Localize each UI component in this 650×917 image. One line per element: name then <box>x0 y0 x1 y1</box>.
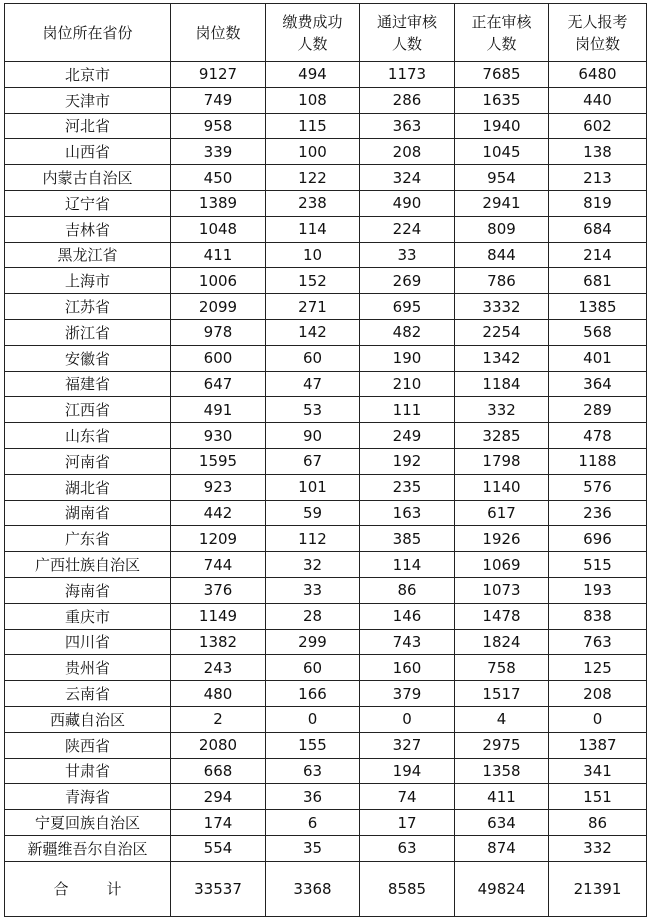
value-cell: 1595 <box>171 448 266 474</box>
value-cell: 327 <box>360 732 455 758</box>
province-cell: 河南省 <box>5 448 171 474</box>
value-cell: 554 <box>171 835 266 861</box>
value-cell: 450 <box>171 165 266 191</box>
value-cell: 286 <box>360 87 455 113</box>
table-row <box>5 139 647 165</box>
value-cell: 681 <box>549 268 647 294</box>
column-header-line: 岗位数 <box>195 23 241 42</box>
value-cell: 411 <box>455 784 549 810</box>
value-cell: 9127 <box>171 62 266 88</box>
value-cell: 1342 <box>455 345 549 371</box>
value-cell: 6 <box>266 810 360 836</box>
value-cell: 35 <box>266 835 360 861</box>
value-cell: 341 <box>549 758 647 784</box>
value-cell: 600 <box>171 345 266 371</box>
value-cell: 364 <box>549 371 647 397</box>
value-cell: 193 <box>549 577 647 603</box>
column-header-line: 岗位所在省份 <box>42 23 133 42</box>
table-row <box>5 552 647 578</box>
province-cell: 广西壮族自治区 <box>5 552 171 578</box>
province-cell: 宁夏回族自治区 <box>5 810 171 836</box>
value-cell: 1478 <box>455 603 549 629</box>
value-cell: 112 <box>266 526 360 552</box>
value-cell: 163 <box>360 500 455 526</box>
value-cell: 243 <box>171 655 266 681</box>
value-cell: 819 <box>549 190 647 216</box>
column-header-line: 正在审核 <box>471 12 532 31</box>
value-cell: 376 <box>171 577 266 603</box>
value-cell: 0 <box>549 706 647 732</box>
table-row <box>5 681 647 707</box>
total-label-part: 计 <box>106 880 122 899</box>
value-cell: 53 <box>266 397 360 423</box>
table-row <box>5 62 647 88</box>
value-cell: 634 <box>455 810 549 836</box>
value-cell: 1188 <box>549 448 647 474</box>
column-header-line: 人数 <box>297 34 328 53</box>
table-row <box>5 216 647 242</box>
province-cell: 浙江省 <box>5 319 171 345</box>
value-cell: 152 <box>266 268 360 294</box>
value-cell: 617 <box>455 500 549 526</box>
value-cell: 411 <box>171 242 266 268</box>
value-cell: 166 <box>266 681 360 707</box>
value-cell: 2080 <box>171 732 266 758</box>
province-cell: 黑龙江省 <box>5 242 171 268</box>
table-row <box>5 474 647 500</box>
value-cell: 490 <box>360 190 455 216</box>
value-cell: 602 <box>549 113 647 139</box>
value-cell: 17 <box>360 810 455 836</box>
table-row <box>5 423 647 449</box>
value-cell: 1635 <box>455 87 549 113</box>
value-cell: 515 <box>549 552 647 578</box>
table-row <box>5 319 647 345</box>
value-cell: 33 <box>266 577 360 603</box>
value-cell: 299 <box>266 629 360 655</box>
total-label-cell <box>5 861 171 916</box>
value-cell: 7685 <box>455 62 549 88</box>
total-cell: 49824 <box>455 861 549 916</box>
value-cell: 1382 <box>171 629 266 655</box>
value-cell: 151 <box>549 784 647 810</box>
value-cell: 339 <box>171 139 266 165</box>
value-cell: 763 <box>549 629 647 655</box>
column-header <box>549 4 647 62</box>
value-cell: 47 <box>266 371 360 397</box>
value-cell: 1069 <box>455 552 549 578</box>
value-cell: 86 <box>549 810 647 836</box>
value-cell: 90 <box>266 423 360 449</box>
province-cell: 贵州省 <box>5 655 171 681</box>
province-cell: 山东省 <box>5 423 171 449</box>
province-cell: 福建省 <box>5 371 171 397</box>
table-row <box>5 629 647 655</box>
value-cell: 385 <box>360 526 455 552</box>
value-cell: 2254 <box>455 319 549 345</box>
table-row <box>5 397 647 423</box>
value-cell: 111 <box>360 397 455 423</box>
value-cell: 100 <box>266 139 360 165</box>
column-header-line: 缴费成功 <box>282 12 343 31</box>
value-cell: 324 <box>360 165 455 191</box>
table-row <box>5 706 647 732</box>
value-cell: 269 <box>360 268 455 294</box>
province-cell: 北京市 <box>5 62 171 88</box>
table-row <box>5 268 647 294</box>
value-cell: 1926 <box>455 526 549 552</box>
table-row <box>5 294 647 320</box>
value-cell: 63 <box>266 758 360 784</box>
province-cell: 青海省 <box>5 784 171 810</box>
column-header-line: 人数 <box>391 34 422 53</box>
column-header <box>266 4 360 62</box>
value-cell: 2 <box>171 706 266 732</box>
value-cell: 210 <box>360 371 455 397</box>
value-cell: 440 <box>549 87 647 113</box>
value-cell: 2941 <box>455 190 549 216</box>
value-cell: 249 <box>360 423 455 449</box>
table-row <box>5 165 647 191</box>
value-cell: 1140 <box>455 474 549 500</box>
province-cell: 海南省 <box>5 577 171 603</box>
value-cell: 10 <box>266 242 360 268</box>
value-cell: 294 <box>171 784 266 810</box>
value-cell: 190 <box>360 345 455 371</box>
table-row <box>5 345 647 371</box>
value-cell: 60 <box>266 345 360 371</box>
value-cell: 108 <box>266 87 360 113</box>
province-cell: 江苏省 <box>5 294 171 320</box>
value-cell: 115 <box>266 113 360 139</box>
value-cell: 67 <box>266 448 360 474</box>
value-cell: 194 <box>360 758 455 784</box>
table-body <box>5 62 647 862</box>
value-cell: 1045 <box>455 139 549 165</box>
value-cell: 480 <box>171 681 266 707</box>
value-cell: 1385 <box>549 294 647 320</box>
province-cell: 云南省 <box>5 681 171 707</box>
value-cell: 1387 <box>549 732 647 758</box>
value-cell: 208 <box>549 681 647 707</box>
province-cell: 新疆维吾尔自治区 <box>5 835 171 861</box>
value-cell: 332 <box>455 397 549 423</box>
value-cell: 363 <box>360 113 455 139</box>
value-cell: 2099 <box>171 294 266 320</box>
value-cell: 844 <box>455 242 549 268</box>
province-cell: 重庆市 <box>5 603 171 629</box>
column-header-line: 人数 <box>486 34 517 53</box>
value-cell: 60 <box>266 655 360 681</box>
value-cell: 1184 <box>455 371 549 397</box>
value-cell: 401 <box>549 345 647 371</box>
value-cell: 1940 <box>455 113 549 139</box>
value-cell: 114 <box>266 216 360 242</box>
table-row <box>5 810 647 836</box>
value-cell: 0 <box>360 706 455 732</box>
value-cell: 923 <box>171 474 266 500</box>
value-cell: 838 <box>549 603 647 629</box>
value-cell: 155 <box>266 732 360 758</box>
value-cell: 1517 <box>455 681 549 707</box>
table-row <box>5 835 647 861</box>
value-cell: 1358 <box>455 758 549 784</box>
value-cell: 6480 <box>549 62 647 88</box>
column-header-line: 岗位数 <box>574 34 620 53</box>
value-cell: 442 <box>171 500 266 526</box>
table-row <box>5 500 647 526</box>
province-cell: 内蒙古自治区 <box>5 165 171 191</box>
total-cell: 21391 <box>549 861 647 916</box>
value-cell: 809 <box>455 216 549 242</box>
value-cell: 33 <box>360 242 455 268</box>
value-cell: 749 <box>171 87 266 113</box>
value-cell: 236 <box>549 500 647 526</box>
value-cell: 1209 <box>171 526 266 552</box>
value-cell: 758 <box>455 655 549 681</box>
value-cell: 208 <box>360 139 455 165</box>
value-cell: 482 <box>360 319 455 345</box>
value-cell: 192 <box>360 448 455 474</box>
value-cell: 59 <box>266 500 360 526</box>
value-cell: 63 <box>360 835 455 861</box>
value-cell: 160 <box>360 655 455 681</box>
value-cell: 142 <box>266 319 360 345</box>
province-cell: 山西省 <box>5 139 171 165</box>
value-cell: 28 <box>266 603 360 629</box>
table-row <box>5 526 647 552</box>
value-cell: 32 <box>266 552 360 578</box>
value-cell: 696 <box>549 526 647 552</box>
value-cell: 101 <box>266 474 360 500</box>
table-row <box>5 190 647 216</box>
province-cell: 四川省 <box>5 629 171 655</box>
value-cell: 1149 <box>171 603 266 629</box>
table-row <box>5 732 647 758</box>
value-cell: 138 <box>549 139 647 165</box>
value-cell: 1824 <box>455 629 549 655</box>
value-cell: 1389 <box>171 190 266 216</box>
value-cell: 122 <box>266 165 360 191</box>
value-cell: 214 <box>549 242 647 268</box>
value-cell: 1798 <box>455 448 549 474</box>
value-cell: 954 <box>455 165 549 191</box>
column-header <box>5 4 171 62</box>
value-cell: 744 <box>171 552 266 578</box>
table-row <box>5 448 647 474</box>
column-header-line: 通过审核 <box>376 12 437 31</box>
value-cell: 379 <box>360 681 455 707</box>
total-label-part: 合 <box>53 880 69 899</box>
value-cell: 1073 <box>455 577 549 603</box>
value-cell: 238 <box>266 190 360 216</box>
value-cell: 213 <box>549 165 647 191</box>
table-row <box>5 577 647 603</box>
total-cell: 8585 <box>360 861 455 916</box>
value-cell: 125 <box>549 655 647 681</box>
table-row <box>5 113 647 139</box>
column-header-line: 无人报考 <box>567 12 628 31</box>
value-cell: 647 <box>171 371 266 397</box>
table-row <box>5 603 647 629</box>
value-cell: 874 <box>455 835 549 861</box>
province-cell: 安徽省 <box>5 345 171 371</box>
value-cell: 786 <box>455 268 549 294</box>
value-cell: 494 <box>266 62 360 88</box>
value-cell: 289 <box>549 397 647 423</box>
value-cell: 0 <box>266 706 360 732</box>
province-cell: 天津市 <box>5 87 171 113</box>
column-header <box>171 4 266 62</box>
value-cell: 930 <box>171 423 266 449</box>
value-cell: 174 <box>171 810 266 836</box>
province-cell: 河北省 <box>5 113 171 139</box>
value-cell: 114 <box>360 552 455 578</box>
column-header <box>455 4 549 62</box>
value-cell: 695 <box>360 294 455 320</box>
value-cell: 668 <box>171 758 266 784</box>
value-cell: 478 <box>549 423 647 449</box>
table-row <box>5 371 647 397</box>
table-row <box>5 242 647 268</box>
value-cell: 1006 <box>171 268 266 294</box>
value-cell: 568 <box>549 319 647 345</box>
header-row <box>5 4 647 62</box>
total-label <box>53 880 121 898</box>
value-cell: 224 <box>360 216 455 242</box>
value-cell: 332 <box>549 835 647 861</box>
table-row <box>5 784 647 810</box>
province-cell: 辽宁省 <box>5 190 171 216</box>
value-cell: 978 <box>171 319 266 345</box>
value-cell: 684 <box>549 216 647 242</box>
value-cell: 86 <box>360 577 455 603</box>
value-cell: 743 <box>360 629 455 655</box>
table-row <box>5 655 647 681</box>
value-cell: 1048 <box>171 216 266 242</box>
province-cell: 吉林省 <box>5 216 171 242</box>
value-cell: 271 <box>266 294 360 320</box>
total-cell: 33537 <box>171 861 266 916</box>
province-cell: 西藏自治区 <box>5 706 171 732</box>
column-header <box>360 4 455 62</box>
total-cell: 3368 <box>266 861 360 916</box>
value-cell: 1173 <box>360 62 455 88</box>
value-cell: 3285 <box>455 423 549 449</box>
value-cell: 235 <box>360 474 455 500</box>
total-row <box>5 861 647 916</box>
value-cell: 2975 <box>455 732 549 758</box>
province-cell: 广东省 <box>5 526 171 552</box>
province-cell: 湖南省 <box>5 500 171 526</box>
value-cell: 491 <box>171 397 266 423</box>
table-row <box>5 758 647 784</box>
value-cell: 74 <box>360 784 455 810</box>
province-cell: 甘肃省 <box>5 758 171 784</box>
value-cell: 576 <box>549 474 647 500</box>
value-cell: 3332 <box>455 294 549 320</box>
province-cell: 湖北省 <box>5 474 171 500</box>
registration-statistics-table <box>4 3 647 917</box>
province-cell: 上海市 <box>5 268 171 294</box>
value-cell: 4 <box>455 706 549 732</box>
value-cell: 146 <box>360 603 455 629</box>
table-row <box>5 87 647 113</box>
value-cell: 958 <box>171 113 266 139</box>
value-cell: 36 <box>266 784 360 810</box>
province-cell: 江西省 <box>5 397 171 423</box>
province-cell: 陕西省 <box>5 732 171 758</box>
